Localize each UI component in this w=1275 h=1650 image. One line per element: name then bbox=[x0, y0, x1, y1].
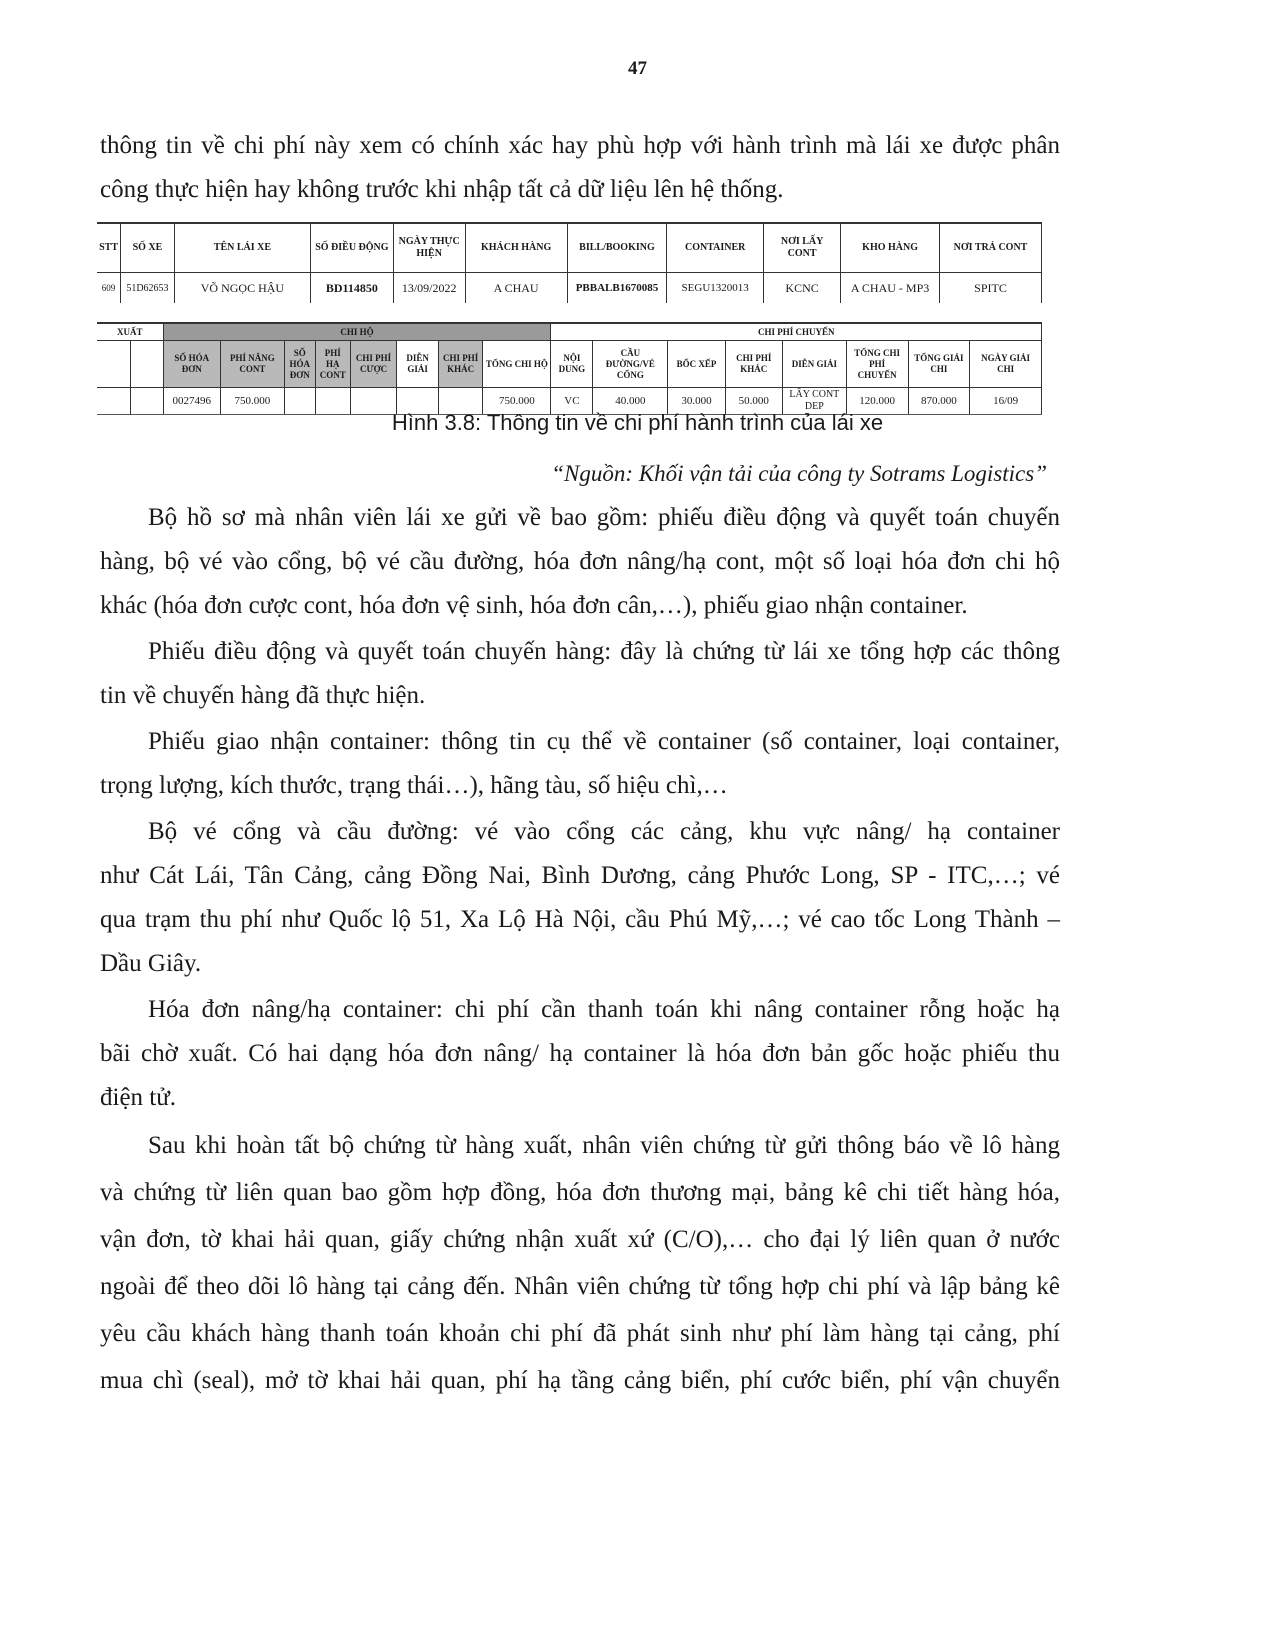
table-cell: 40.000 bbox=[593, 388, 668, 415]
table-cell: 870.000 bbox=[908, 388, 970, 415]
table-header-cell: DIỄN GIẢI bbox=[782, 341, 846, 388]
table-cell: PBBALB1670085 bbox=[567, 273, 667, 304]
text-line: Hóa đơn nâng/hạ container: chi phí cần thanh toán khi nâng container rỗng hoặc hạ bbox=[148, 996, 1060, 1023]
paragraph-ho-so bbox=[100, 496, 1060, 628]
figure-source: “Nguồn: Khối vận tải của công ty Sotrams Logistics” bbox=[551, 461, 1047, 486]
table-header-cell: NGÀY THỰC HIỆN bbox=[393, 223, 465, 273]
text-line: Phiếu điều động và quyết toán chuyến hàng: đây là chứng từ lái xe tổng hợp các thông bbox=[148, 638, 1060, 665]
table-cell: 609 bbox=[97, 273, 121, 304]
text-line: Phiếu giao nhận container: thông tin cụ thể về container (số container, loại container, bbox=[148, 728, 1060, 755]
driver-trip-table bbox=[97, 222, 1042, 303]
text-line: điện tử. bbox=[100, 1084, 177, 1111]
group-header-chi-ho: CHI HỘ bbox=[163, 323, 551, 341]
text-line: yêu cầu khách hàng thanh toán khoản chi phí đã phát sinh như phí làm hàng tại cảng, phí bbox=[100, 1320, 1060, 1347]
table-header-cell: SỐ HÓA ĐƠN bbox=[163, 341, 220, 388]
table-header-row bbox=[97, 223, 1042, 273]
table-header-cell: TỔNG CHI PHÍ CHUYẾN bbox=[846, 341, 908, 388]
text-line: Bộ vé cổng và cầu đường: vé vào cổng các cảng, khu vực nâng/ hạ container bbox=[148, 818, 1060, 845]
text-line: công thực hiện hay không trước khi nhập tất cả dữ liệu lên hệ thống. bbox=[100, 176, 784, 203]
table-header-cell: NƠI LẤY CONT bbox=[763, 223, 840, 273]
text-line: Sau khi hoàn tất bộ chứng từ hàng xuất, nhân viên chứng từ gửi thông báo về lô hàng bbox=[148, 1132, 1060, 1159]
text-line: vận đơn, tờ khai hải quan, giấy chứng nhận xuất xứ (C/O),… cho đại lý liên quan ở nước bbox=[100, 1226, 1060, 1253]
table-cell: 50.000 bbox=[725, 388, 782, 415]
text-line: như Cát Lái, Tân Cảng, cảng Đồng Nai, Bình Dương, cảng Phước Long, SP - ITC,…; vé bbox=[100, 862, 1060, 889]
text-line: Bộ hồ sơ mà nhân viên lái xe gửi về bao gồm: phiếu điều động và quyết toán chuyến bbox=[148, 504, 1060, 531]
table-header-cell bbox=[97, 341, 130, 388]
table-cell: VÕ NGỌC HẬU bbox=[174, 273, 310, 304]
table-cell: LẤY CONT DEP bbox=[782, 388, 846, 415]
table-cell: 16/09 bbox=[970, 388, 1042, 415]
table-header-cell: KHÁCH HÀNG bbox=[465, 223, 567, 273]
table-cell: KCNC bbox=[763, 273, 840, 304]
table-header-cell: DIỄN GIẢI bbox=[397, 341, 439, 388]
table-cell: BD114850 bbox=[311, 273, 394, 304]
table-header-cell: NGÀY GIẢI CHI bbox=[970, 341, 1042, 388]
table-header-cell bbox=[130, 341, 163, 388]
table-header-cell: PHÍ HẠ CONT bbox=[315, 341, 350, 388]
table-cell: 13/09/2022 bbox=[393, 273, 465, 304]
table-cell: SPITC bbox=[939, 273, 1041, 304]
table-header-cell: CẦU ĐƯỜNG/VÉ CỔNG bbox=[593, 341, 668, 388]
table-header-cell: SỐ XE bbox=[121, 223, 175, 273]
table-header-cell: PHÍ NÂNG CONT bbox=[220, 341, 284, 388]
table-cell: VC bbox=[551, 388, 593, 415]
table-cell: 120.000 bbox=[846, 388, 908, 415]
text-line: qua trạm thu phí như Quốc lộ 51, Xa Lộ Hà Nội, cầu Phú Mỹ,…; vé cao tốc Long Thành – bbox=[100, 906, 1060, 933]
table-group-row bbox=[97, 323, 1042, 341]
text-line: hàng, bộ vé vào cổng, bộ vé cầu đường, hóa đơn nâng/hạ cont, một số loại hóa đơn chi hộ bbox=[100, 548, 1060, 575]
text-line: Dầu Giây. bbox=[100, 950, 202, 977]
figure-caption: Hình 3.8: Thông tin về chi phí hành trình của lái xe bbox=[391, 410, 884, 435]
text-line: và chứng từ liên quan bao gồm hợp đồng, hóa đơn thương mại, bảng kê chi tiết hàng hóa, bbox=[100, 1179, 1060, 1206]
table-header-row bbox=[97, 341, 1042, 388]
text-line: bãi chờ xuất. Có hai dạng hóa đơn nâng/ hạ container là hóa đơn bản gốc hoặc phiếu thu bbox=[100, 1040, 1060, 1067]
table-header-cell: CHI PHÍ KHÁC bbox=[725, 341, 782, 388]
page-number: 47 bbox=[628, 58, 647, 79]
table-header-cell: BỐC XẾP bbox=[668, 341, 725, 388]
table-header-cell: TỔNG GIẢI CHI bbox=[908, 341, 970, 388]
group-header-xuat: XUẤT bbox=[97, 323, 163, 341]
table-cell: 750.000 bbox=[483, 388, 551, 415]
table-header-cell: TÊN LÁI XE bbox=[174, 223, 310, 273]
table-header-cell: STT bbox=[97, 223, 121, 273]
group-header-chi-phi-chuyen: CHI PHÍ CHUYẾN bbox=[551, 323, 1042, 341]
table-header-cell: NỘI DUNG bbox=[551, 341, 593, 388]
table-cell: SEGU1320013 bbox=[667, 273, 764, 304]
table-header-cell: CHI PHÍ KHÁC bbox=[439, 341, 483, 388]
table-cell: 0027496 bbox=[163, 388, 220, 415]
paragraph-bo-ve bbox=[100, 810, 1060, 986]
trip-cost-table bbox=[97, 322, 1042, 415]
table-header-cell: CONTAINER bbox=[667, 223, 764, 273]
table-cell: A CHAU - MP3 bbox=[841, 273, 940, 304]
paragraph-hoa-don-nang-ha bbox=[100, 988, 1060, 1120]
paragraph-sau-khi-hoan-tat bbox=[100, 1122, 1060, 1404]
table-header-cell: CHI PHÍ CƯỢC bbox=[350, 341, 396, 388]
table-cell: 750.000 bbox=[220, 388, 284, 415]
table-cell: A CHAU bbox=[465, 273, 567, 304]
intro-paragraph bbox=[100, 124, 1060, 212]
table-row bbox=[97, 273, 1042, 304]
table-header-cell: SỐ ĐIỀU ĐỘNG bbox=[311, 223, 394, 273]
table-header-cell: TỔNG CHI HỘ bbox=[483, 341, 551, 388]
text-line: trọng lượng, kích thước, trạng thái…), hãng tàu, số hiệu chì,… bbox=[100, 772, 728, 799]
text-line: thông tin về chi phí này xem có chính xác hay phù hợp với hành trình mà lái xe được phân bbox=[100, 132, 1060, 159]
text-line: ngoài để theo dõi lô hàng tại cảng đến. Nhân viên chứng từ tổng hợp chi phí và lập bảng kê bbox=[100, 1273, 1060, 1300]
table-header-cell: BILL/BOOKING bbox=[567, 223, 667, 273]
table-cell: 30.000 bbox=[668, 388, 725, 415]
text-line: tin về chuyến hàng đã thực hiện. bbox=[100, 682, 426, 709]
paragraph-phieu-dieu-dong bbox=[100, 630, 1060, 718]
paragraph-phieu-giao-nhan bbox=[100, 720, 1060, 808]
table-header-cell: NƠI TRẢ CONT bbox=[939, 223, 1041, 273]
table-header-cell: KHO HÀNG bbox=[841, 223, 940, 273]
text-line: khác (hóa đơn cược cont, hóa đơn vệ sinh, hóa đơn cân,…), phiếu giao nhận container. bbox=[100, 592, 968, 619]
table-header-cell: SỐ HÓA ĐƠN bbox=[284, 341, 315, 388]
table-cell: 51D62653 bbox=[121, 273, 175, 304]
text-line: mua chì (seal), mở tờ khai hải quan, phí hạ tầng cảng biển, phí cước biển, phí vận chuyển bbox=[100, 1367, 1060, 1394]
